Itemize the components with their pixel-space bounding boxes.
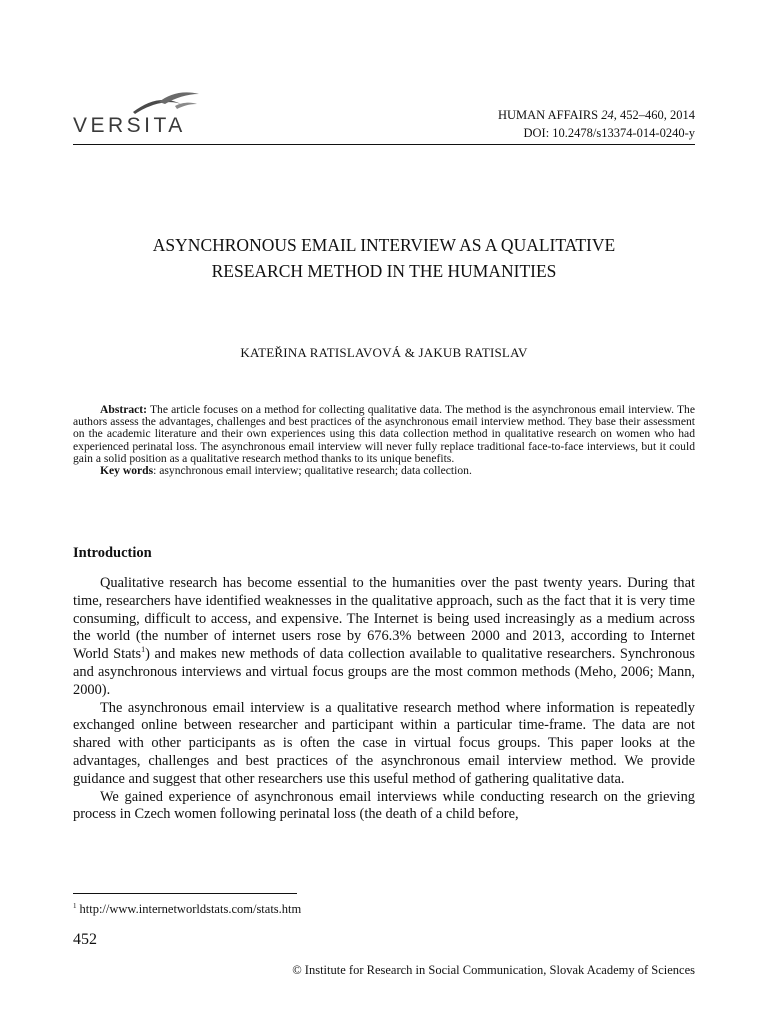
doi: DOI: 10.2478/s13374-014-0240-y	[523, 126, 695, 140]
footnote-marker: 1	[73, 901, 77, 910]
paragraph: We gained experience of asynchronous email interviews while conducting research on the grieving process in Czech women following perinatal loss (the death of a child before,	[73, 788, 695, 823]
paragraph: The asynchronous email interview is a qualitative research method where information is repeatedly exchanged online between researcher and participant within a particular time-frame. The data are not shared with other participants as is often the case in virtual focus groups. This paper looks at the advantages, challenges and best practices of the asynchronous email interview method. We provide guidance and suggest that other researchers use this useful method of gathering qualitative data.	[73, 699, 695, 787]
logo-wordmark: VERSITA	[73, 114, 186, 137]
footnote-link[interactable]: http://www.internetworldstats.com/stats.htm	[79, 902, 302, 916]
footnote-ref[interactable]: 1	[141, 645, 146, 655]
authors: KATEŘINA RATISLAVOVÁ & JAKUB RATISLAV	[240, 345, 528, 360]
footnote-divider	[73, 893, 297, 894]
article-title: ASYNCHRONOUS EMAIL INTERVIEW AS A QUALITATIVE RESEARCH METHOD IN THE HUMANITIES	[152, 235, 616, 281]
keywords: Key words: asynchronous email interview; qualitative research; data collection.	[100, 464, 472, 478]
keywords-label: Key words	[100, 464, 154, 478]
footnote	[73, 902, 301, 917]
body-text	[73, 575, 695, 824]
paragraph: Qualitative research has become essential to the humanities over the past twenty years. During that time, researchers have identified weaknesses in the qualitative approach, such as the fact that it is very time consuming, difficult to access, and expensive. The Internet is being used increasingly as a medium across the world (the number of internet users rose by 676.3% between 2000 and 2013, according to Internet World Stats$^1$) and makes new methods of data collection available to qualitative researchers. Synchronous and asynchronous interviews and virtual focus groups are the most common methods (Meho, 2006; Mann, 2000).	[73, 575, 696, 698]
journal-citation: HUMAN AFFAIRS 24, 452–460, 2014	[497, 108, 695, 122]
header-divider	[73, 144, 695, 145]
page-number: 452	[73, 931, 97, 948]
journal-info	[498, 106, 695, 142]
publisher-logo	[73, 90, 203, 142]
abstract	[73, 404, 695, 477]
abstract-text: Abstract: The article focuses on a method for collecting qualitative data. The method is the asynchronous email interview. The authors assess the advantages, challenges and best practices of the asynchronous email interview method. They base their assessment on the academic literature and their own experiences using this data collection method in qualitative research on women who had experienced perinatal loss. The asynchronous email interview will never fully replace traditional face-to-face interviews, but it could gain a solid position as a qualitative research method thanks to its unique benefits.	[73, 403, 695, 465]
copyright: © Institute for Research in Social Communication, Slovak Academy of Sciences	[292, 963, 695, 977]
section-heading: Introduction	[73, 545, 152, 561]
abstract-label: Abstract:	[100, 403, 148, 416]
